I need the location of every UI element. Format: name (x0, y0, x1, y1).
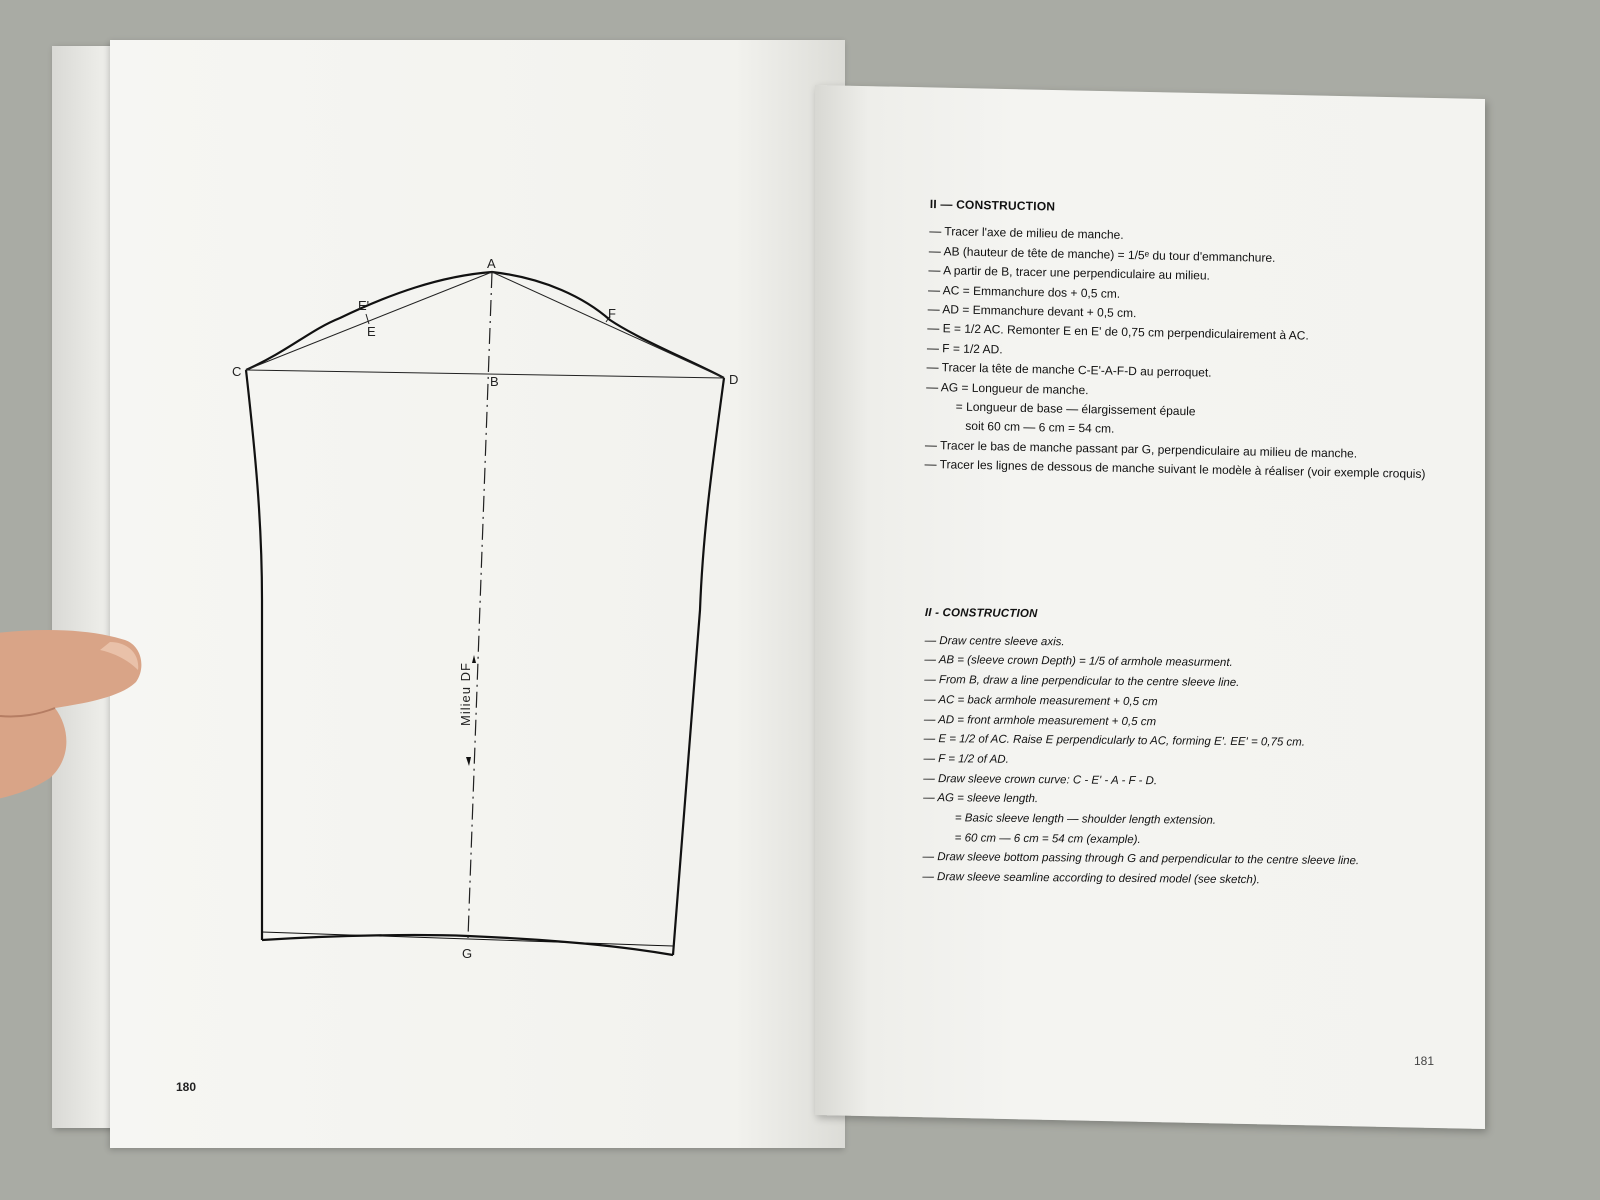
centre-axis-line (468, 272, 492, 938)
english-line: — AD = front armhole measurement + 0,5 cm (923, 713, 1157, 728)
english-line: — F = 1/2 of AD. (923, 752, 1009, 766)
label-e-prime: E' (358, 298, 370, 313)
english-line: — AG = sleeve length. (923, 792, 1039, 806)
french-line: — Tracer les lignes de dessous de manche suivant le modèle à réaliser (voir exemple croquis) (924, 457, 1426, 482)
french-line: — Tracer la tête de manche C-E'-A-F-D au perroquet. (926, 360, 1212, 380)
line-ac (246, 272, 492, 370)
french-lines (924, 222, 1449, 485)
english-line: — Draw sleeve bottom passing through G and perpendicular to the centre sleeve line. (922, 851, 1360, 868)
french-line: — AB (hauteur de tête de manche) = 1/5ᵉ du tour d'emmanchure. (928, 243, 1276, 265)
label-a: A (487, 256, 496, 271)
french-line: — AD = Emmanchure devant + 0,5 cm. (927, 302, 1137, 321)
axis-arrow-up-icon (472, 655, 476, 663)
label-c: C (232, 364, 242, 379)
hand-image (0, 618, 180, 808)
english-line: — Draw sleeve seamline according to desired model (see sketch). (922, 871, 1260, 887)
label-e: E (367, 324, 376, 339)
english-lines (922, 632, 1444, 893)
sleeve-left-seam (246, 370, 262, 940)
sleeve-right-seam (673, 378, 724, 955)
french-line: soit 60 cm — 6 cm = 54 cm. (925, 418, 1115, 437)
french-line: — E = 1/2 AC. Remonter E en E' de 0,75 cm perpendiculairement à AC. (927, 321, 1309, 344)
french-line: — F = 1/2 AD. (926, 340, 1003, 357)
label-d: D (729, 372, 739, 387)
english-line: — Draw centre sleeve axis. (924, 634, 1065, 649)
english-line: — Draw sleeve crown curve: C - E' - A - F - D. (923, 772, 1158, 787)
line-cd (246, 370, 724, 378)
line-ad (492, 272, 724, 378)
french-line: = Longueur de base — élargissement épaule (925, 399, 1196, 419)
english-line: = 60 cm — 6 cm = 54 cm (example). (922, 831, 1141, 846)
sleeve-bottom-guide (262, 932, 673, 946)
english-heading: II - CONSTRUCTION (924, 606, 1038, 621)
english-line: = Basic sleeve length — shoulder length extension. (922, 812, 1217, 827)
french-line: — AG = Longueur de manche. (926, 379, 1089, 397)
page-number-left: 180 (176, 1080, 197, 1094)
page-number-right: 181 (1414, 1054, 1435, 1068)
french-line: — A partir de B, tracer une perpendiculaire au milieu. (928, 263, 1211, 283)
label-g: G (462, 946, 473, 961)
english-line: — AB = (sleeve crown Depth) = 1/5 of armhole measurment. (924, 654, 1233, 670)
english-instructions (922, 604, 1445, 893)
english-line: — AC = back armhole measurement + 0,5 cm (924, 693, 1158, 709)
french-line: — Tracer l'axe de milieu de manche. (929, 224, 1124, 243)
french-line: — Tracer le bas de manche passant par G, perpendiculaire au milieu de manche. (924, 437, 1358, 461)
label-b: B (490, 374, 499, 389)
french-line: — AC = Emmanchure dos + 0,5 cm. (927, 282, 1121, 301)
axis-arrow-icon (466, 757, 471, 766)
english-line: — E = 1/2 of AC. Raise E perpendicularly to AC, forming E'. EE' = 0,75 cm. (923, 733, 1306, 749)
french-instructions (924, 195, 1450, 485)
sleeve-crown-curve (246, 272, 724, 378)
french-heading: II — CONSTRUCTION (929, 196, 1056, 214)
english-line: — From B, draw a line perpendicular to the centre sleeve line. (924, 674, 1240, 690)
label-f: F (608, 306, 616, 321)
axis-label-milieu: Milieu DF (458, 662, 473, 726)
